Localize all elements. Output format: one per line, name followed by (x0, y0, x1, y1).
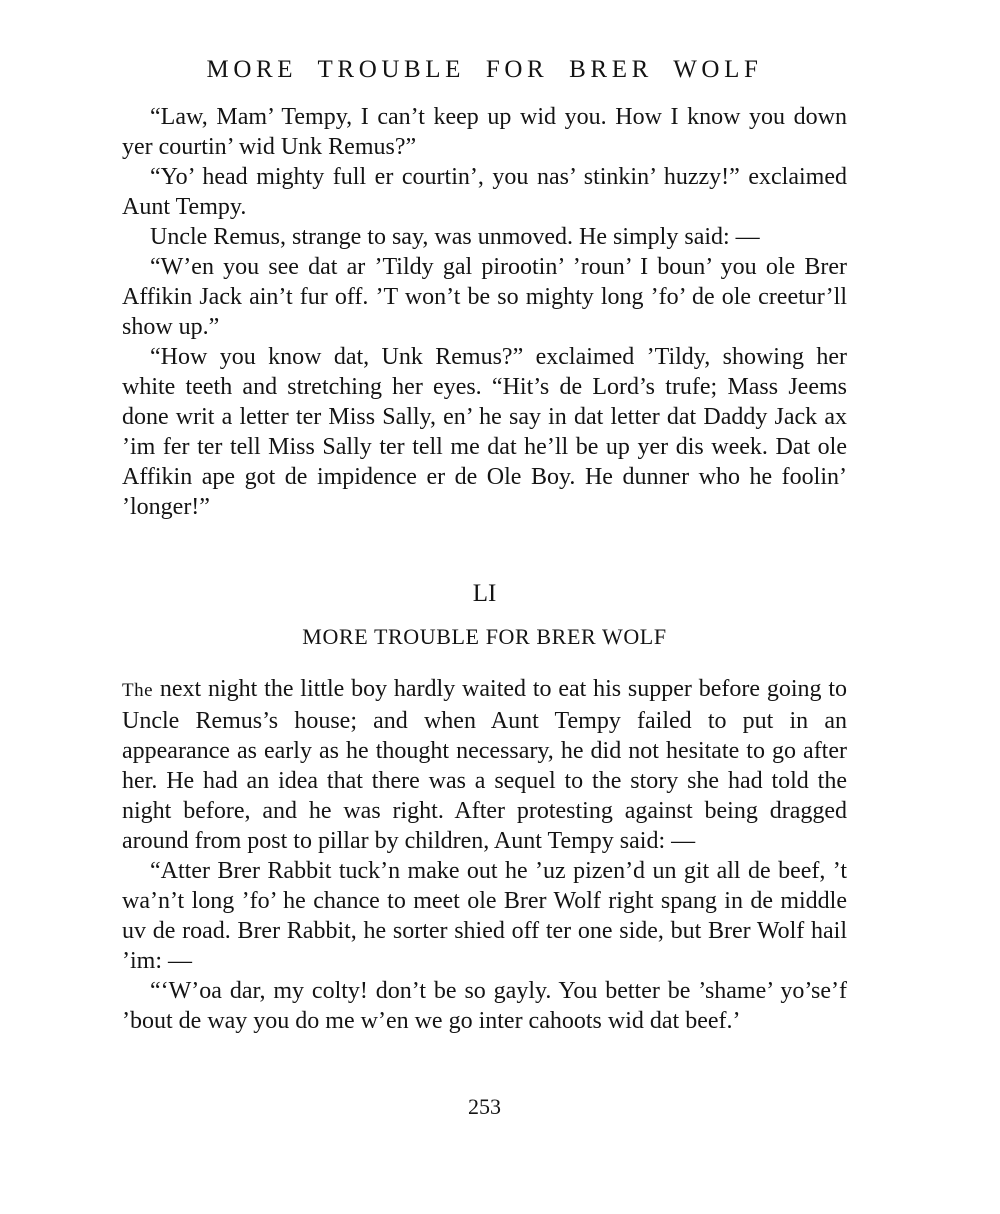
paragraph: “‘W’oa dar, my colty! don’t be so gayly. You better be ’shame’ yo’se’f ’bout de way you do me w’en we go inter cahoots wid dat beef.’ (122, 978, 847, 1034)
page-number: 253 (468, 1094, 501, 1119)
paragraph: “Atter Brer Rabbit tuck’n make out he ’uz pizen’d un git all de beef, ’t wa’n’t long ’fo’ he chance to meet ole Brer Wolf right spang in de middle uv de road. Brer Rabbit, he sorter shied off ter one side, but Brer Wolf hail ’im: — (122, 858, 847, 974)
running-head: MORE TROUBLE FOR BRER WOLF (206, 56, 763, 83)
paragraph: “Yo’ head mighty full er courtin’, you nas’ stinkin’ huzzy!” exclaimed Aunt Tempy. (122, 164, 847, 220)
chapter-number: LI (472, 580, 497, 607)
chapter-text-block (122, 674, 847, 1036)
opening-text: next night the little boy hardly waited to eat his supper before going to Uncle Remus’s house; and when Aunt Tempy failed to put in an appearance as early as he thought necessary, he did not hesitate to go after her. He had an idea that there was a sequel to the story she had told the night before, and he was right. After protesting against being dragged around from post to pillar by children, Aunt Tempy said: — (122, 676, 847, 854)
chapter-title: MORE TROUBLE FOR BRER WOLF (302, 624, 667, 649)
paragraph: “How you know dat, Unk Remus?” exclaimed ’Tildy, showing her white teeth and stretching her eyes. “Hit’s de Lord’s trufe; Mass Jeems done writ a letter ter Miss Sally, en’ he say in dat letter dat Daddy Jack ax ’im fer ter tell Miss Sally ter tell me dat he’ll be up yer dis week. Dat ole Affikin ape got de impidence er de Ole Boy. He dunner who he foolin’ ’longer!” (122, 344, 847, 520)
drop-word: The (122, 680, 154, 701)
top-text-block (122, 102, 847, 522)
chapter-opening-paragraph (122, 674, 847, 856)
paragraph: “Law, Mam’ Tempy, I can’t keep up wid you. How I know you down yer courtin’ wid Unk Remus?” (122, 104, 847, 160)
paragraph: Uncle Remus, strange to say, was unmoved. He simply said: — (150, 224, 760, 250)
paragraph: “W’en you see dat ar ’Tildy gal pirootin’ ’roun’ I boun’ you ole Brer Affikin Jack ain’t fur off. ’T won’t be so mighty long ’fo’ de ole creetur’ll show up.” (122, 254, 847, 340)
